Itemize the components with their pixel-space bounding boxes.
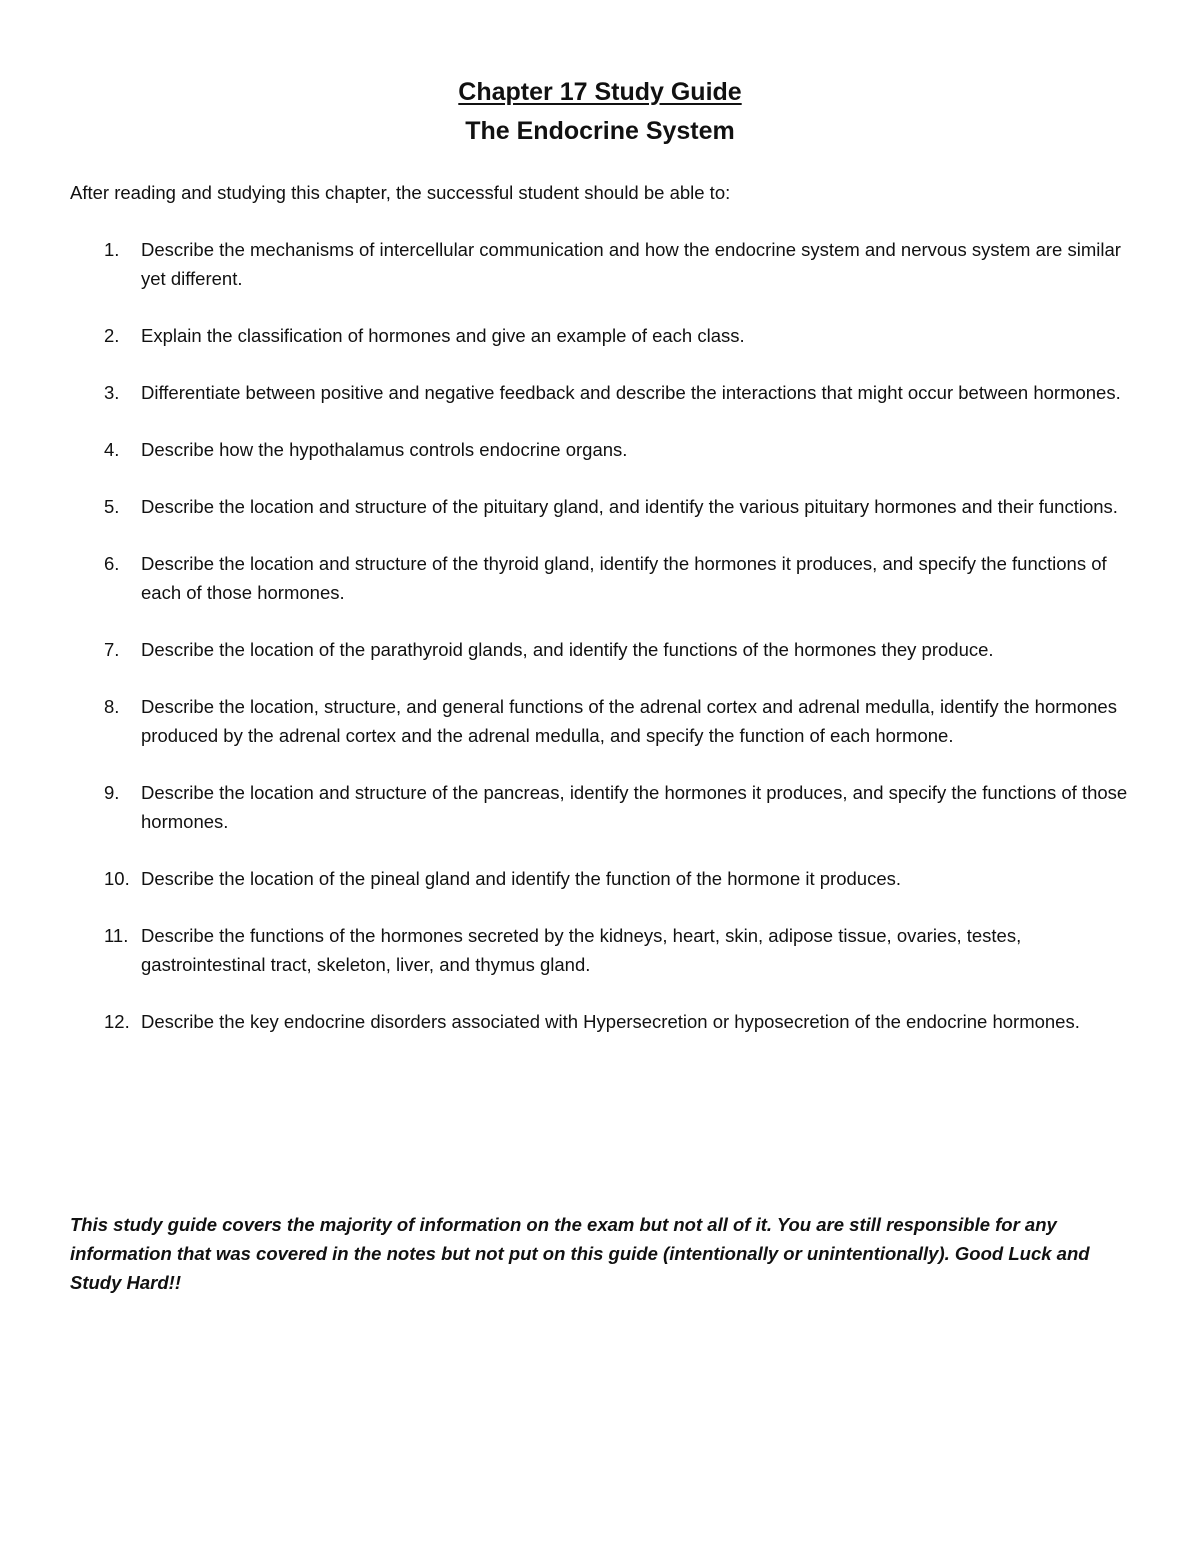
objective-text: Describe the location and structure of the pancreas, identify the hormones it produces, and specify the functions of those hormones. [141,782,1128,832]
page-title: Chapter 17 Study Guide [458,78,742,106]
objective-item [70,1007,1145,1036]
objective-number: 8. [104,696,120,717]
objective-number: 4. [104,439,120,460]
objective-number: 12. [104,1011,130,1032]
objective-number: 5. [104,496,120,517]
objective-number: 3. [104,382,120,403]
objective-text: Describe the location of the parathyroid glands, and identify the functions of the hormones they produce. [141,639,994,660]
objective-number: 6. [104,553,120,574]
objective-text: Describe the functions of the hormones secreted by the kidneys, heart, skin, adipose tissue, ovaries, testes, gastrointestinal tract, skeleton, liver, and thymus gland. [141,925,1022,975]
objective-item [70,921,1145,979]
objective-item [70,635,1145,664]
objective-text: Differentiate between positive and negative feedback and describe the interactions that might occur between hormones. [141,382,1121,403]
objective-item [70,864,1145,893]
objective-item [70,492,1145,521]
objective-text: Describe the key endocrine disorders associated with Hypersecretion or hyposecretion of the endocrine hormones. [141,1011,1080,1032]
objective-text: Describe how the hypothalamus controls endocrine organs. [141,439,628,460]
closing-note: This study guide covers the majority of information on the exam but not all of it. You are still responsible for any information that was covered in the notes but not put on this guide (intentionally or unintentionally). Good Luck and Study Hard!! [70,1214,1090,1293]
objective-number: 2. [104,325,120,346]
objective-item [70,549,1145,607]
objective-text: Describe the location and structure of the pituitary gland, and identify the various pituitary hormones and their functions. [141,496,1118,517]
objective-number: 7. [104,639,120,660]
objective-text: Describe the location of the pineal gland and identify the function of the hormone it produces. [141,868,902,889]
objective-number: 1. [104,239,120,260]
objective-item [70,692,1145,750]
objective-item [70,321,1145,350]
objective-number: 9. [104,782,120,803]
objective-item [70,378,1145,407]
objectives-list [70,235,1145,1064]
objective-item [70,435,1145,464]
objective-number: 10. [104,868,130,889]
objective-item [70,235,1145,293]
objective-text: Describe the mechanisms of intercellular communication and how the endocrine system and nervous system are similar yet different. [141,239,1121,289]
objective-item [70,778,1145,836]
objective-text: Explain the classification of hormones and give an example of each class. [141,325,745,346]
objective-text: Describe the location and structure of the thyroid gland, identify the hormones it produces, and specify the functions of each of those hormones. [141,553,1107,603]
page-subtitle: The Endocrine System [465,117,735,145]
objective-text: Describe the location, structure, and general functions of the adrenal cortex and adrenal medulla, identify the hormones produced by the adrenal cortex and the adrenal medulla, and specify the function of each hormone. [141,696,1117,746]
intro-text: After reading and studying this chapter, the successful student should be able to: [70,182,731,203]
objective-number: 11. [104,925,129,946]
